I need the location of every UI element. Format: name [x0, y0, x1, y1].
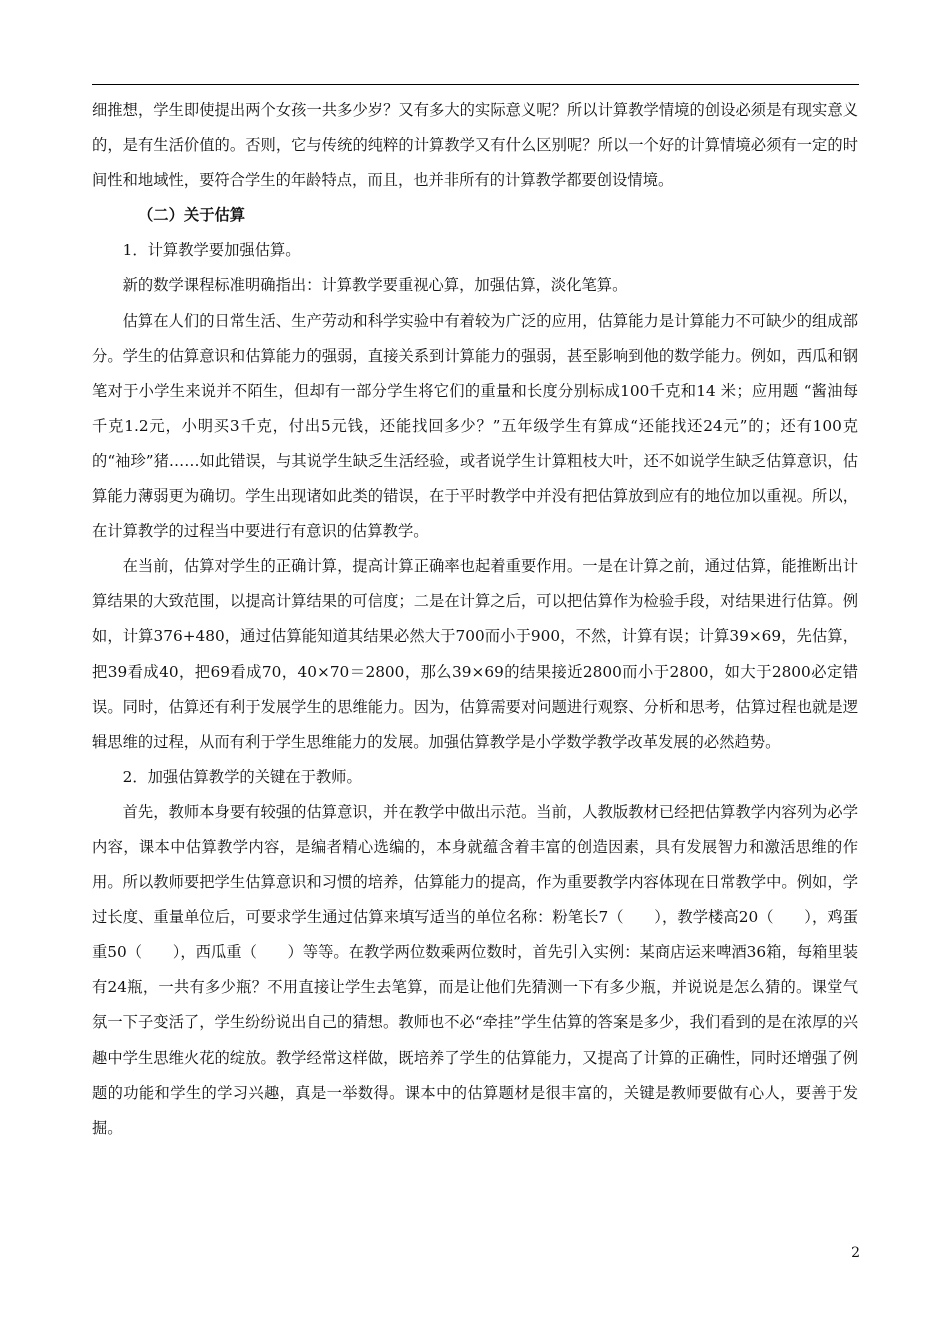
document-body: [92, 93, 858, 1146]
page-number: 2: [851, 1245, 860, 1261]
item-1-title: 1．计算教学要加强估算。: [122, 241, 301, 260]
item-2-title: 2．加强估算教学的关键在于教师。: [122, 767, 362, 786]
header-rule: [92, 84, 859, 85]
paragraph-current: 在当前，估算对学生的正确计算，提高计算正确率也起着重要作用。一是在计算之前，通过估算，能推断出计算结果的大致范围，以提高计算结果的可信度；二是在计算之后，可以把估算作为检验手段，对结果进行估算。例如，计算376+480，通过估算能知道其结果必然大于700而小于900，不然，计算有误；计算39×69，先估算，把39看成40，把69看成70，40×70＝2800，那么39×69的结果接近2800而小于2800，如大于2800必定错误。同时，估算还有利于发展学生的思维能力。因为，估算需要对问题进行观察、分析和思考，估算过程也就是逻辑思维的过程，从而有利于学生思维能力的发展。加强估算教学是小学数学教学改革发展的必然趋势。: [92, 557, 858, 751]
paragraph-standard: 新的数学课程标准明确指出：计算教学要重视心算，加强估算，淡化笔算。: [122, 276, 628, 295]
paragraph-teacher: 首先，教师本身要有较强的估算意识，并在教学中做出示范。当前，人教版教材已经把估算教学内容列为必学内容，课本中估算教学内容，是编者精心选编的，本身就蕴含着丰富的创造因素，具有发展智力和激活思维的作用。所以教师要把学生估算意识和习惯的培养，估算能力的提高，作为重要教学内容体现在日常教学中。例如，学过长度、重量单位后，可要求学生通过估算来填写适当的单位名称：粉笔长7（ ），教学楼高20（ ），鸡蛋重50（ ），西瓜重（ ）等等。在教学两位数乘两位数时，首先引入实例：某商店运来啤酒36箱，每箱里装有24瓶，一共有多少瓶？不用直接让学生去笔算，而是让他们先猜测一下有多少瓶，并说说是怎么猜的。课堂气氛一下子变活了，学生纷纷说出自己的猜想。教师也不必“牵挂”学生估算的答案是多少，我们看到的是在浓厚的兴趣中学生思维火花的绽放。教学经常这样做，既培养了学生的估算能力，又提高了计算的正确性，同时还增强了例题的功能和学生的学习兴趣，真是一举数得。课本中的估算题材是很丰富的，关键是教师要做有心人，要善于发掘。: [92, 802, 858, 1137]
paragraph-intro: 细推想，学生即使提出两个女孩一共多少岁？又有多大的实际意义呢？所以计算教学情境的创设必须是有现实意义的，是有生活价值的。否则，它与传统的纯粹的计算教学又有什么区别呢？所以一个好的计算情境必须有一定的时间性和地域性，要符合学生的年龄特点，而且，也并非所有的计算教学都要创设情境。: [92, 101, 858, 190]
section-heading: （二）关于估算: [138, 206, 246, 225]
paragraph-daily-life: 估算在人们的日常生活、生产劳动和科学实验中有着较为广泛的应用，估算能力是计算能力不可缺少的组成部分。学生的估算意识和估算能力的强弱，直接关系到计算能力的强弱，甚至影响到他的数学能力。例如，西瓜和钢笔对于小学生来说并不陌生，但却有一部分学生将它们的重量和长度分别标成100千克和14 米；应用题 “酱油每千克1.2元，小明买3千克，付出5元钱，还能找回多少？”五年级学生有算成“还能找还24元”的；还有100克的“袖珍”猪……如此错误，与其说学生缺乏生活经验，或者说学生计算粗枝大叶，还不如说学生缺乏估算意识，估算能力薄弱更为确切。学生出现诸如此类的错误，在于平时教学中并没有把估算放到应有的地位加以重视。所以，在计算教学的过程当中要进行有意识的估算教学。: [92, 311, 858, 541]
